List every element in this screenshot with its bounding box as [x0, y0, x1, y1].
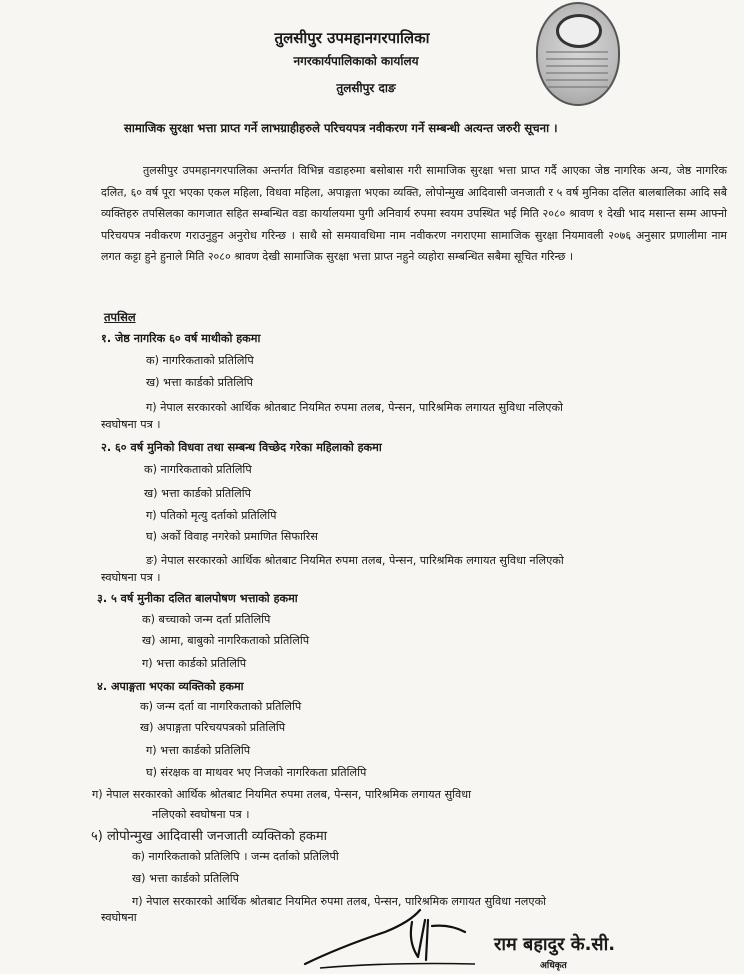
section-5-tail: स्वघोषना	[101, 911, 137, 924]
signatory-role: अधिकृत	[540, 961, 567, 971]
section-4-item: ख) अपाङ्गता परिचयपत्रको प्रतिलिपि	[140, 721, 286, 734]
section-2-item: ङ) नेपाल सरकारको आर्थिक श्रोतबाट नियमित रुपमा तलब, पेन्सन, पारिश्रमिक लगायत सुविधा नलिएको	[146, 554, 564, 567]
section-4-item: घ) संरक्षक वा माथवर भए निजको नागरिकता प्रतिलिपि	[146, 766, 367, 779]
section-4-item: ग) भत्ता कार्डको प्रतिलिपि	[146, 744, 251, 757]
section-5-item: क) नागरिकताको प्रतिलिपि । जन्म दर्ताको प्रतिलिपी	[132, 850, 339, 863]
section-2-item: ख) भत्ता कार्डको प्रतिलिपि	[144, 487, 252, 500]
section-3-item: ख) आमा, बाबुको नागरिकताको प्रतिलिपि	[142, 634, 310, 647]
section-5-title: ५) लोपोन्मुख आदिवासी जनजाती व्यक्तिको हकमा	[91, 829, 328, 844]
section-2-item: घ) अर्को विवाह नगरेको प्रमाणित सिफारिस	[146, 530, 318, 543]
section-5-item: ग) नेपाल सरकारको आर्थिक श्रोतबाट नियमित रुपमा तलब, पेन्सन, पारिश्रमिक लगायत सुविधा नलएको	[132, 895, 547, 908]
section-4-extra: ग) नेपाल सरकारको आर्थिक श्रोतबाट नियमित रुपमा तलब, पेन्सन, पारिश्रमिक लगायत सुविधा	[92, 788, 472, 801]
section-3-item: ग) भत्ता कार्डको प्रतिलिपि	[142, 657, 247, 670]
paragraph-text: तुलसीपुर उपमहानगरपालिका अन्तर्गत विभिन्न वडाहरुमा बसोबास गरी सामाजिक सुरक्षा भत्ता प्राप्त गर्दै आएका जेष्ठ नागरिक अन्य, जेष्ठ नागरिक दलित, ६० वर्ष पूरा भएका एकल महिला, विधवा महिला, अपाङ्गता भएका व्यक्ति, लोपोन्मुख आदिवासी जनजाती र ५ वर्ष मुनिका दलित बालबालिका आदि सबै व्यक्तिहरु तपसिलका कागजात सहित सम्बन्धित वडा कार्यालयमा पुगी अनिवार्य रुपमा स्वयम उपस्थित भई मिति २०८० श्रावण १ देखी भाद मसान्त सम्म आफ्नो परिचयपत्र नवीकरण गराउनुहुन अनुरोध गरिन्छ । साथै सो समयावधिमा नाम नवीकरण नगराएमा सामाजिक सुरक्षा नियमावली २०७६ अनुसार प्रणालीमा नाम लगत कट्टा हुने हुनाले मिति २०८० श्रावण देखी सामाजिक सुरक्षा भत्ता प्राप्त नहुने व्यहोरा सम्बन्धित सबैमा सूचित गरिन्छ ।	[101, 164, 727, 264]
section-2-tail: स्वघोषना पत्र ।	[101, 571, 161, 584]
section-3-item: क) बच्चाको जन्म दर्ता प्रतिलिपि	[142, 613, 271, 626]
section-2-item: ग) पतिको मृत्यु दर्ताको प्रतिलिपि	[146, 509, 277, 522]
seal-emblem-icon	[556, 14, 602, 48]
office-seal	[536, 2, 620, 106]
handwritten-signature	[300, 902, 490, 972]
office-name: नगरकार्यपालिकाको कार्यालय	[293, 54, 419, 68]
section-4-title: ४. अपाङ्गता भएका व्यक्तिको हकमा	[97, 680, 244, 693]
section-3-title: ३. ५ वर्ष मुनीका दलित बालपोषण भत्ताको हकमा	[97, 592, 298, 605]
section-1-item: ग) नेपाल सरकारको आर्थिक श्रोतबाट नियमित रुपमा तलब, पेन्सन, पारिश्रमिक लगायत सुविधा नलिएको	[146, 401, 563, 414]
section-1-title: १. जेष्ठ नागरिक ६० वर्ष माथीको हकमा	[101, 332, 261, 345]
org-name: तुलसीपुर उपमहानगरपालिका	[274, 29, 430, 47]
section-4-item: क) जन्म दर्ता वा नागरिकताको प्रतिलिपि	[140, 700, 302, 713]
tapasil-heading: तपसिल	[104, 310, 136, 324]
section-5-item: ख) भत्ता कार्डको प्रतिलिपि	[132, 872, 240, 885]
seal-text-band	[546, 48, 608, 88]
office-place: तुलसीपुर दाङ	[336, 81, 396, 95]
notice-title: सामाजिक सुरक्षा भत्ता प्राप्त गर्ने लाभग्राहीहरुले परिचयपत्र नवीकरण गर्ने सम्बन्धी अत्यन्त जरुरी सूचना ।	[124, 121, 558, 135]
section-1-item: ख) भत्ता कार्डको प्रतिलिपि	[146, 376, 254, 389]
section-2-item: क) नागरिकताको प्रतिलिपि	[144, 463, 252, 476]
section-4-tail: नलिएको स्वघोषना पत्र ।	[152, 808, 250, 821]
section-1-tail: स्वघोषना पत्र ।	[101, 418, 161, 431]
section-2-title: २. ६० वर्ष मुनिको विधवा तथा सम्बन्ध विच्छेद गरेका महिलाको हकमा	[101, 441, 382, 454]
section-1-item: क) नागरिकताको प्रतिलिपि	[146, 354, 254, 367]
notice-paragraph	[101, 160, 727, 268]
signatory-name: राम बहादुर के.सी.	[494, 934, 616, 955]
